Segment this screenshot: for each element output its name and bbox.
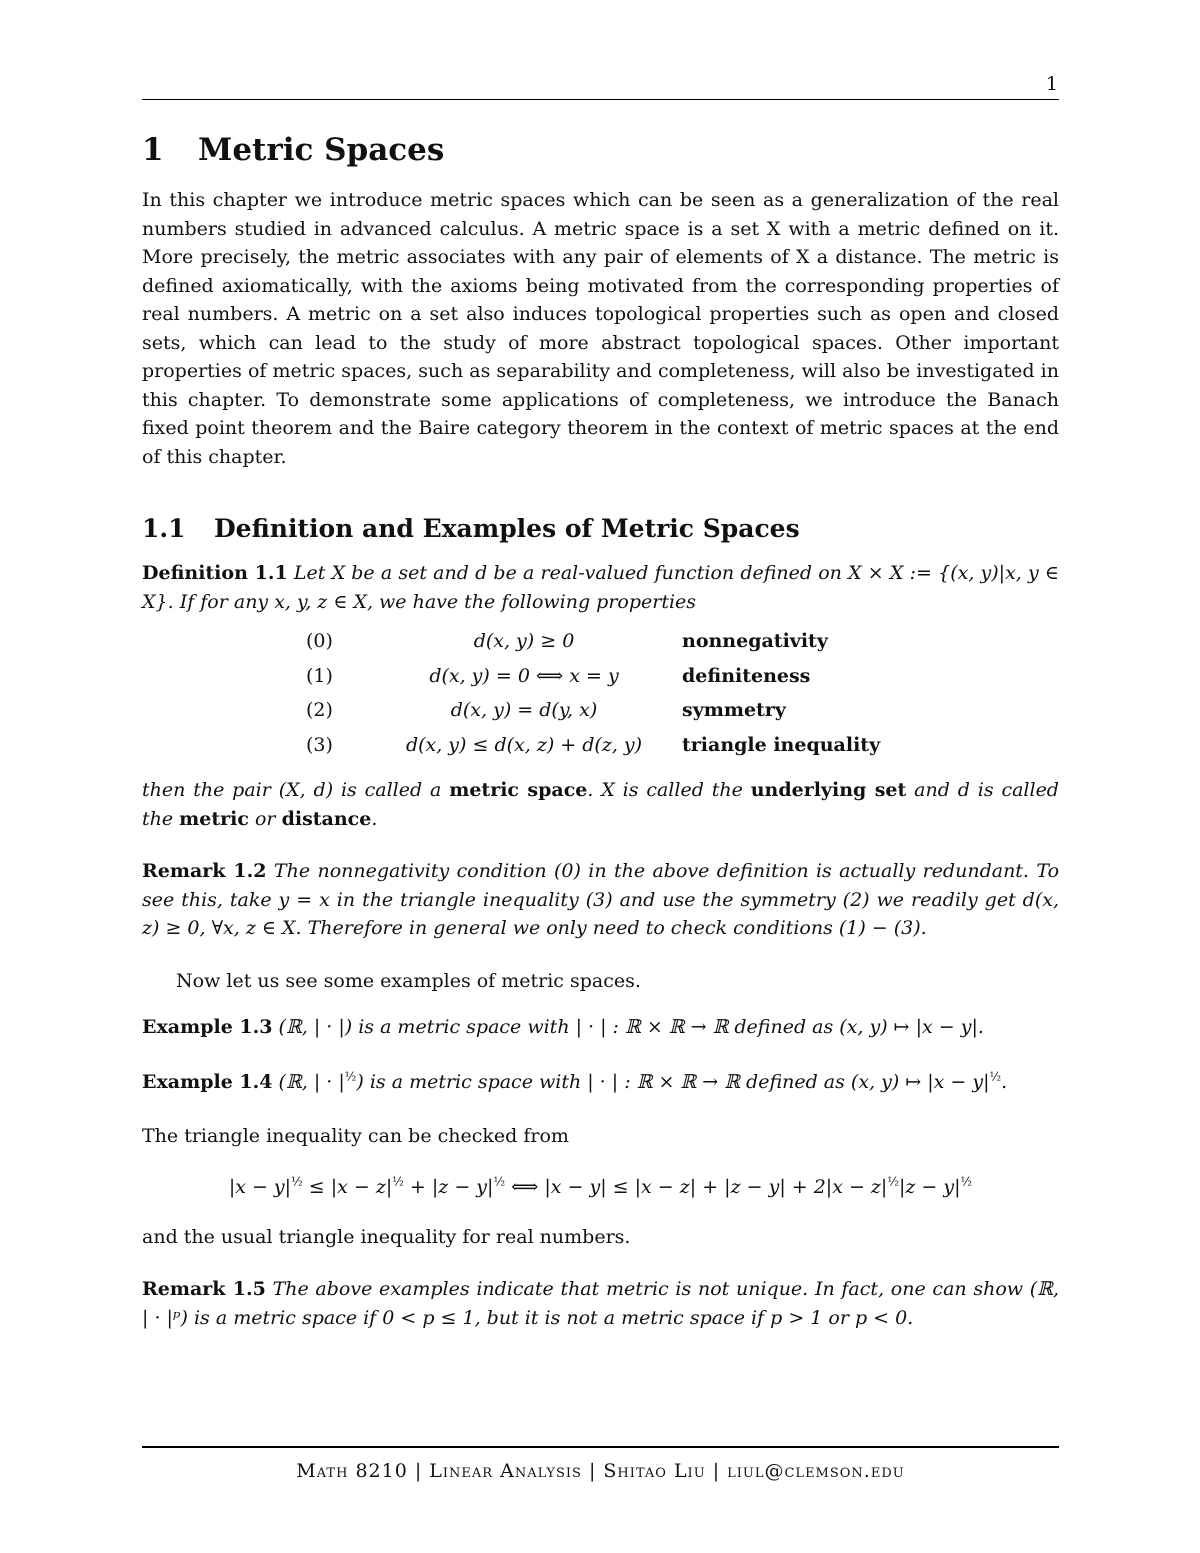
example-label: Example 1.3	[142, 1016, 273, 1038]
property-formula: d(x, y) = d(y, x)	[450, 699, 598, 722]
definition-statement	[142, 559, 1059, 616]
chapter-number: 1	[142, 132, 164, 168]
example-1-4	[142, 1068, 1059, 1097]
triangle-intro: The triangle inequality can be checked from	[142, 1125, 569, 1147]
property-formula: d(x, y) = 0 ⟺ x = y	[429, 664, 619, 687]
property-row	[306, 728, 880, 763]
chapter-title-text: Metric Spaces	[198, 132, 445, 168]
example-text: ) is a metric space with | · | : ℝ × ℝ → ℝ defined as (x, y) ↦ |x − y|	[356, 1070, 990, 1093]
remark-label: Remark 1.2	[142, 860, 267, 882]
property-name: definiteness	[682, 664, 811, 687]
property-name: symmetry	[682, 699, 786, 722]
page-content	[142, 128, 1059, 1356]
conclusion-text: . X is called the	[587, 779, 743, 801]
remark-label: Remark 1.5	[142, 1278, 266, 1300]
remark-1-2	[142, 857, 1059, 943]
exponent-half: ½	[392, 1174, 404, 1189]
exponent-half: ½	[291, 1174, 303, 1189]
section-title-text: Definition and Examples of Metric Spaces	[214, 514, 800, 543]
equation-part: |x − y|	[228, 1175, 292, 1198]
definition-label: Definition 1.1	[142, 562, 288, 584]
example-text: .	[1001, 1070, 1008, 1093]
term-metric-space: metric space	[449, 779, 588, 801]
equation-part: ≤ |x − z|	[302, 1175, 393, 1198]
chapter-title	[142, 128, 1059, 172]
section-title	[142, 511, 1059, 547]
remark-statement	[142, 857, 1059, 943]
property-number: (1)	[306, 664, 333, 687]
examples-intro: Now let us see some examples of metric spaces.	[176, 969, 641, 992]
page-number: 1	[1045, 73, 1058, 95]
exponent-half: ½	[344, 1069, 357, 1084]
exponent-half: ½	[989, 1069, 1002, 1084]
intro-paragraph: In this chapter we introduce metric spaces which can be seen as a generalization of the real numbers studied in advanced calculus. A metric space is a set X with a metric defined on it. More precisely, the metric associates with any pair of elements of X a distance. The metric is defined axiomatically, with the axioms being motivated from the corresponding properties of real numbers. A metric on a set also induces topological properties such as open and closed sets, which can lead to the study of more abstract topological spaces. Other important properties of metric spaces, such as separability and completeness, will also be investigated in this chapter. To demonstrate some applications of completeness, we introduce the Banach fixed point theorem and the Baire category theorem in the context of metric spaces at the end of this chapter.	[142, 189, 1059, 468]
property-name: triangle inequality	[682, 733, 881, 756]
property-row	[306, 693, 880, 728]
remark-1-5	[142, 1275, 1059, 1332]
example-text: (ℝ, | · |	[278, 1070, 345, 1093]
term-metric: metric	[179, 807, 249, 830]
remark-statement	[142, 1275, 1059, 1332]
term-distance: distance	[281, 807, 372, 830]
section-number: 1.1	[142, 514, 186, 543]
exponent-half: ½	[887, 1174, 899, 1189]
definition-1-1	[142, 559, 1059, 833]
exponent-half: ½	[960, 1174, 973, 1189]
property-number: (0)	[306, 630, 333, 653]
after-equation-text: and the usual triangle inequality for real numbers.	[142, 1225, 631, 1248]
example-text: (ℝ, | · |) is a metric space with | · | : ℝ × ℝ → ℝ defined as (x, y) ↦ |x − y|.	[278, 1016, 984, 1038]
property-number: (3)	[306, 733, 333, 756]
property-formula: d(x, y) ≥ 0	[473, 630, 575, 653]
term-underlying-set: underlying set	[750, 779, 907, 801]
exponent-half: ½	[493, 1174, 506, 1189]
page-footer: Math 8210 | Linear Analysis | Shitao Liu | liul@clemson.edu	[296, 1460, 905, 1482]
example-1-3	[142, 1013, 1059, 1042]
definition-conclusion	[142, 776, 1059, 833]
equation-part: + |z − y|	[403, 1175, 494, 1198]
conclusion-text: then the pair (X, d) is called a	[142, 779, 442, 801]
example-label: Example 1.4	[142, 1070, 273, 1093]
remark-text: The nonnegativity condition (0) in the above definition is actually redundant. To see this, take y = x in the triangle inequality (3) and use the symmetry (2) we readily get d(x, z) ≥ 0, ∀x, z ∈ X. Therefore in general we only need to check conditions (1) − (3).	[142, 860, 1060, 939]
equation-part: |z − y|	[898, 1175, 961, 1198]
conclusion-text: or	[254, 807, 276, 830]
header-rule	[142, 99, 1059, 100]
metric-properties-table	[306, 624, 880, 762]
equation-part: ⟺ |x − y| ≤ |x − z| + |z − y| + 2|x − z|	[505, 1175, 888, 1198]
definition-text: Let X be a set and d be a real-valued function defined on X × X := {(x, y)|x, y ∈ X}. If for any x, y, z ∈ X, we have the following properties	[142, 562, 1059, 613]
property-formula: d(x, y) ≤ d(x, z) + d(z, y)	[405, 733, 643, 756]
property-name: nonnegativity	[682, 630, 828, 653]
conclusion-text: .	[371, 807, 378, 830]
footer-rule	[142, 1446, 1059, 1448]
conclusion-text: and d is called the	[142, 779, 1059, 830]
property-row	[306, 659, 880, 694]
property-row	[306, 624, 880, 659]
display-equation	[142, 1173, 1059, 1201]
property-number: (2)	[306, 699, 333, 722]
remark-text: The above examples indicate that metric is not unique. In fact, one can show (ℝ, | · |ᵖ) is a metric space if 0 < p ≤ 1, but it is not a metric space if p > 1 or p < 0.	[142, 1278, 1060, 1329]
